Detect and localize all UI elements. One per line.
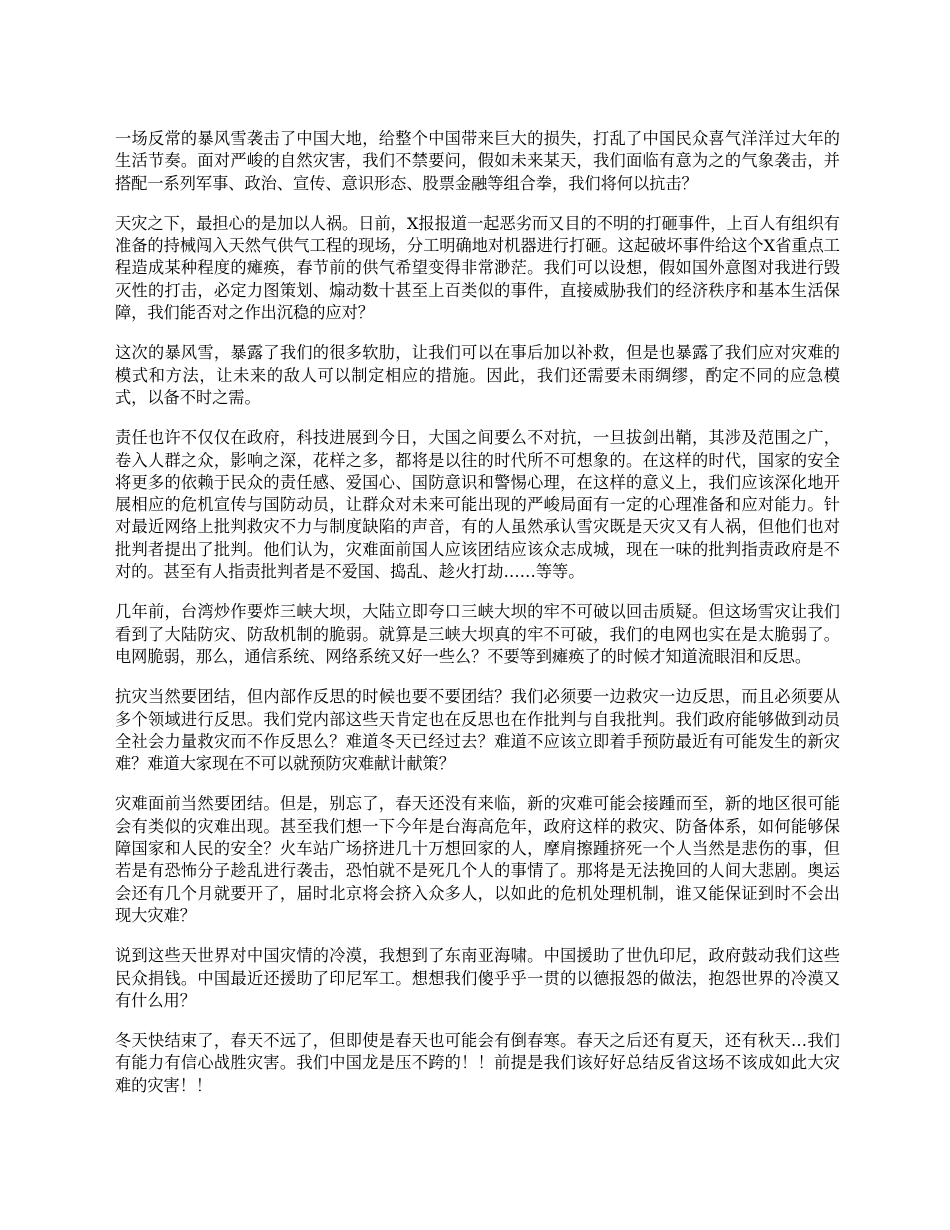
paragraph-8: 说到这些天世界对中国灾情的冷漠，我想到了东南亚海啸。中国援助了世仇印尼，政府鼓动我们这些民众捐钱。中国最近还援助了印尼军工。想想我们傻乎乎一贯的以德报怨的做法，抱怨世界的冷漠又有什么用？ (115, 946, 840, 1010)
paragraph-1: 一场反常的暴风雪袭击了中国大地，给整个中国带来巨大的损失，打乱了中国民众喜气洋洋过大年的生活节奏。面对严峻的自然灾害，我们不禁要问，假如未来某天，我们面临有意为之的气象袭击，并搭配一系列军事、政治、宣传、意识形态、股票金融等组合拳，我们将何以抗击？ (115, 129, 840, 193)
paragraph-5: 几年前，台湾炒作要炸三峡大坝，大陆立即夸口三峡大坝的牢不可破以回击质疑。但这场雪灾让我们看到了大陆防灾、防敌机制的脆弱。就算是三峡大坝真的牢不可破，我们的电网也实在是太脆弱了。电网脆弱，那么，通信系统、网络系统又好一些么？不要等到瘫痪了的时候才知道流眼泪和反思。 (115, 602, 840, 666)
paragraph-3: 这次的暴风雪，暴露了我们的很多软肋，让我们可以在事后加以补救，但是也暴露了我们应对灾难的模式和方法，让未来的敌人可以制定相应的措施。因此，我们还需要未雨绸缪，酌定不同的应急模式，以备不时之需。 (115, 343, 840, 407)
paragraph-4: 责任也许不仅仅在政府，科技进展到今日，大国之间要么不对抗，一旦拔剑出鞘，其涉及范围之广，卷入人群之众，影响之深，花样之多，都将是以往的时代所不可想象的。在这样的时代，国家的安全将更多的依赖于民众的责任感、爱国心、国防意识和警惕心理，在这样的意义上，我们应该深化地开展相应的危机宣传与国防动员，让群众对未来可能出现的严峻局面有一定的心理准备和应对能力。针对最近网络上批判救灾不力与制度缺陷的声音，有的人虽然承认雪灾既是天灾又有人祸，但他们也对批判者提出了批判。他们认为，灾难面前国人应该团结应该众志成城，现在一味的批判指责政府是不对的。甚至有人指责批判者是不爱国、捣乱、趁火打劫……等等。 (115, 428, 840, 582)
paragraph-2: 天灾之下，最担心的是加以人祸。日前，X报报道一起恶劣而又目的不明的打砸事件，上百人有组织有准备的持械闯入天然气供气工程的现场，分工明确地对机器进行打砸。这起破坏事件给这个X省重点工程造成某种程度的瘫痪，春节前的供气希望变得非常渺茫。我们可以设想，假如国外意图对我进行毁灭性的打击，必定力图策划、煽动数十甚至上百类似的事件，直接威胁我们的经济秩序和基本生活保障，我们能否对之作出沉稳的应对？ (115, 213, 840, 323)
article-body (115, 128, 840, 1115)
paragraph-9: 冬天快结束了，春天不远了，但即使是春天也可能会有倒春寒。春天之后还有夏天，还有秋天…我们有能力有信心战胜灾害。我们中国龙是压不跨的！！前提是我们该好好总结反省这场不该成如此大灾难的灾害！！ (115, 1031, 840, 1095)
paragraph-7: 灾难面前当然要团结。但是，别忘了，春天还没有来临，新的灾难可能会接踵而至，新的地区很可能会有类似的灾难出现。甚至我们想一下今年是台海高危年，政府这样的救灾、防备体系，如何能够保障国家和人民的安全？火车站广场挤进几十万想回家的人，摩肩擦踵挤死一个人当然是悲伤的事，但若是有恐怖分子趁乱进行袭击，恐怕就不是死几个人的事情了。那将是无法挽回的人间大悲剧。奥运会还有几个月就要开了，届时北京将会挤入众多人，以如此的危机处理机制，谁又能保证到时不会出现大灾难？ (115, 794, 840, 925)
paragraph-6: 抗灾当然要团结，但内部作反思的时候也要不要团结？我们必须要一边救灾一边反思，而且必须要从多个领域进行反思。我们党内部这些天肯定也在反思也在作批判与自我批判。我们政府能够做到动员全社会力量救灾而不作反思么？难道冬天已经过去？难道不应该立即着手预防最近有可能发生的新灾难？难道大家现在不可以就预防灾难献计献策？ (115, 687, 840, 774)
